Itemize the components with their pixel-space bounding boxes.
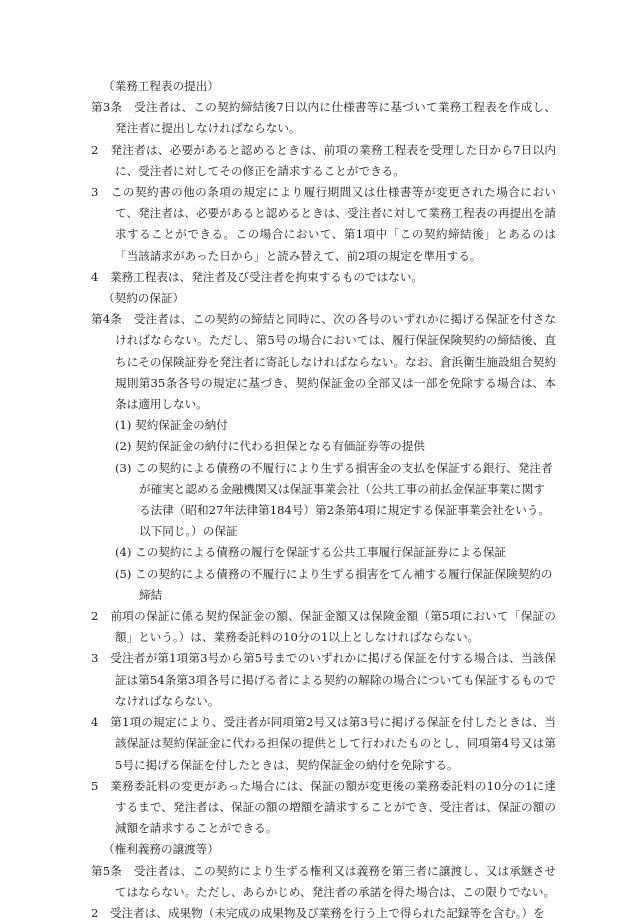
- article-3-para-3: 3 この契約書の他の条項の規定により履行期間又は仕様書等が変更された場合において、発注者は、必要があると認めるときは、受注者に対して業務工程表の再提出を請求することができる。この場合において、第1項中「この契約締結後」とあるのは「当該請求があった日から」と読み替えて、前2項の規定を準用する。: [91, 185, 556, 263]
- article-4-para-2: 2 前項の保証に係る契約保証金の額、保証金額又は保険金額（第5項において「保証の額」という。）は、業務委託料の10分の1以上としなければならない。: [91, 609, 556, 645]
- article-4-item-5: (5) この契約による債務の不履行により生ずる損害をてん補する履行保証保険契約の締結: [115, 566, 553, 602]
- heading-article-3: （業務工程表の提出）: [103, 79, 219, 93]
- article-4-para-4: 4 第1項の規定により、受注者が同項第2号又は第3号に掲げる保証を付したときは、当該保証は契約保証金に代わる担保の提供として行われたものとし、同項第4号又は第5号に掲げる保証を付したときは、契約保証金の納付を免除する。: [91, 715, 556, 772]
- article-4-para-5: 5 業務委託料の変更があった場合には、保証の額が変更後の業務委託料の10分の1に達するまで、発注者は、保証の額の増額を請求することができ、受注者は、保証の額の減額を請求することができる。: [91, 778, 556, 836]
- article-5: 第5条 受注者は、この契約により生ずる権利又は義務を第三者に譲渡し、又は承継させてはならない。ただし、あらかじめ、発注者の承諾を得た場合は、この限りでない。: [91, 863, 556, 899]
- article-4-item-2: (2) 契約保証金の納付に代わる担保となる有価証券等の提供: [115, 439, 425, 454]
- article-3-para-4: 4 業務工程表は、発注者及び受注者を拘束するものではない。: [91, 269, 424, 284]
- article-4-item-1: (1) 契約保証金の納付: [115, 418, 228, 433]
- heading-article-4: （契約の保証）: [103, 291, 185, 306]
- article-4-item-4: (4) この契約による債務の履行を保証する公共工事履行保証証券による保証: [115, 545, 507, 560]
- article-3-para-2: 2 発注者は、必要があると認めるときは、前項の業務工程表を受理した日から7日以内に、受注者に対してその修正を請求することができる。: [91, 142, 556, 178]
- article-5-para-2: 2 受注者は、成果物（未完成の成果物及び業務を行う上で得られた記録等を含む。）を: [91, 905, 545, 920]
- article-4-item-3: (3) この契約による債務の不履行により生ずる損害金の支払を保証する銀行、発注者が確実と認める金融機関又は保証事業会社（公共工事の前払金保証事業に関する法律（昭和27年法律第184号）第2条第4項に規定する保証事業会社をいう。以下同じ。）の保証: [115, 460, 553, 539]
- article-3: 第3条 受注者は、この契約締結後7日以内に仕様書等に基づいて業務工程表を作成し、発注者に提出しなければならない。: [91, 100, 556, 136]
- heading-article-5: （権利義務の譲渡等）: [103, 842, 219, 857]
- article-4: 第4条 受注者は、この契約の締結と同時に、次の各号のいずれかに掲げる保証を付さなければならない。ただし、第5号の場合においては、履行保証保険契約の締結後、直ちにその保険証券を発注者に寄託しなければならない。なお、倉浜衛生施設組合契約規則第35条各号の規定に基づき、契約保証金の全部又は一部を免除する場合は、本条は適用しない。: [91, 312, 556, 412]
- article-4-para-3: 3 受注者が第1項第3号から第5号までのいずれかに掲げる保証を付する場合は、当該保証は第54条第3項各号に掲げる者による契約の解除の場合についても保証するものでなければならない。: [91, 651, 556, 708]
